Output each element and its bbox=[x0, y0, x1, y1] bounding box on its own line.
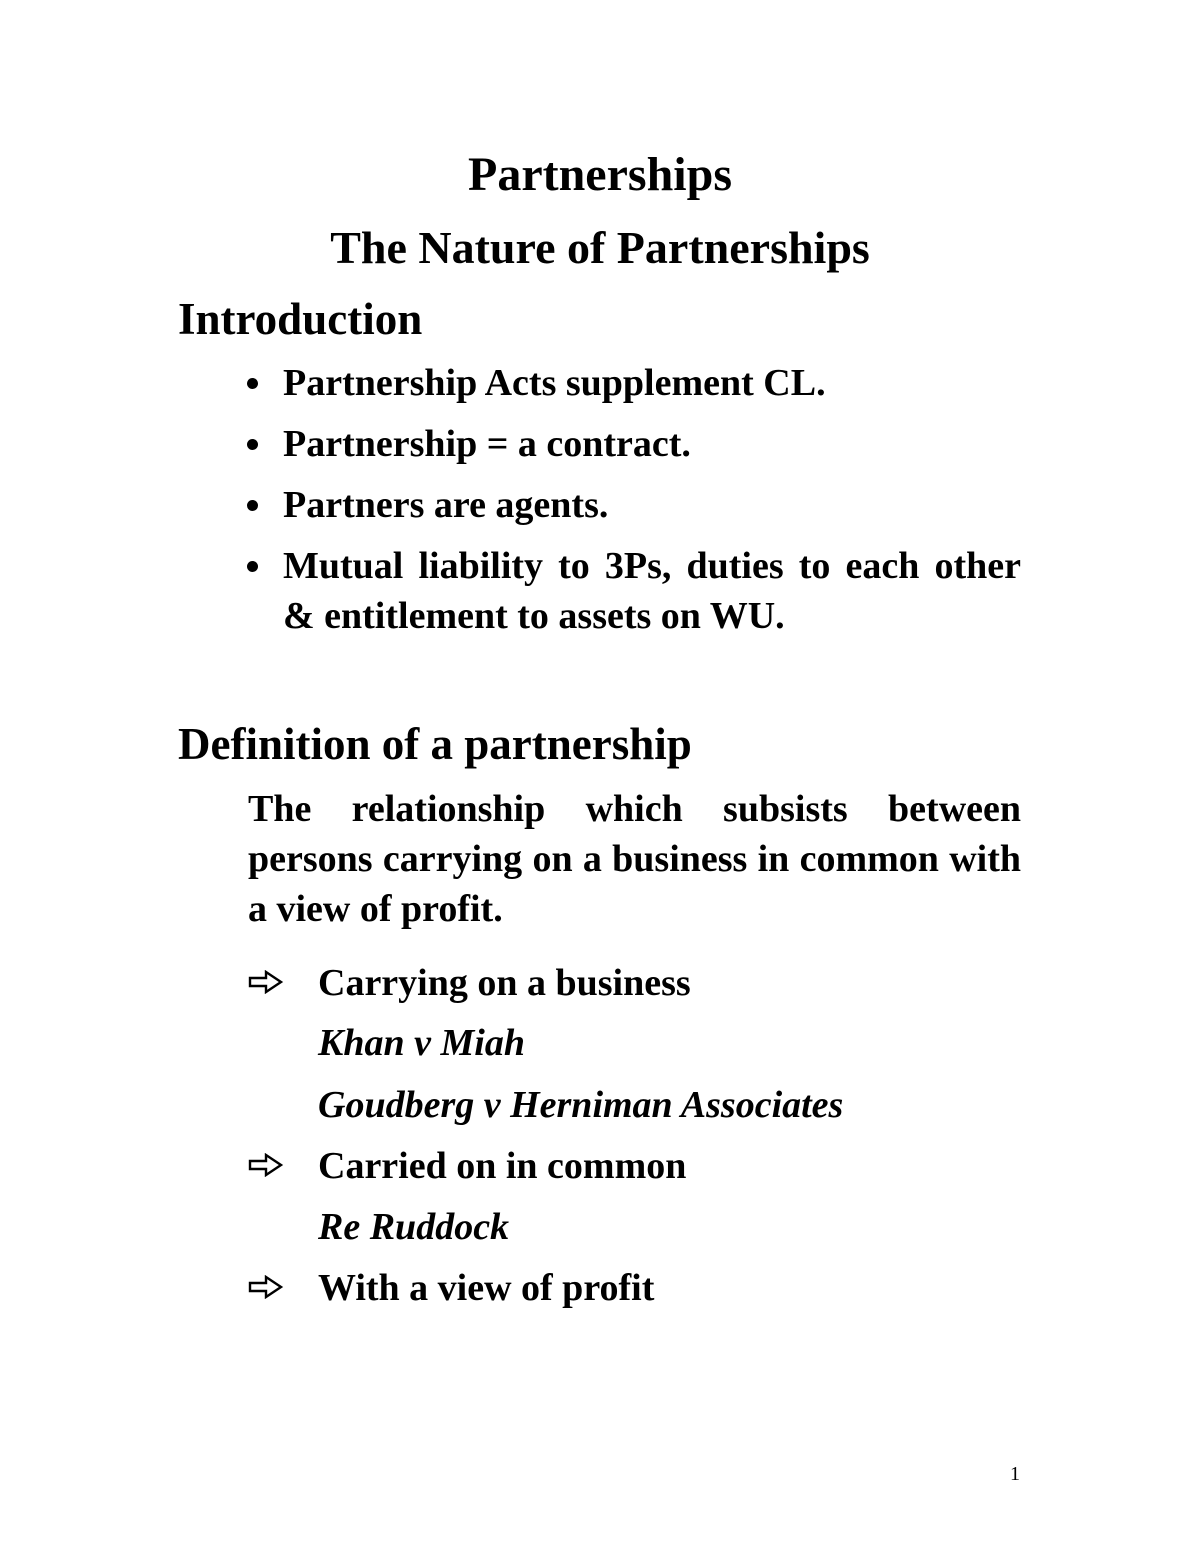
introduction-bullet-list bbox=[245, 358, 1021, 652]
element-label: Carried on in common bbox=[318, 1145, 687, 1187]
case-citation: Khan v Miah bbox=[318, 1022, 525, 1064]
definition-text: The relationship which subsists between persons carrying on a business in common with a view of profit. bbox=[248, 788, 1021, 930]
introduction-heading: Introduction bbox=[178, 294, 423, 344]
list-item-text: Partnership = a contract. bbox=[283, 423, 691, 465]
list-item-text: Mutual liability to 3Ps, duties to each other & entitlement to assets on WU. bbox=[283, 545, 1021, 637]
list-item bbox=[245, 419, 1021, 469]
element-label: Carrying on a business bbox=[318, 962, 691, 1004]
page-number: 1 bbox=[1010, 1463, 1020, 1485]
bullet-dot-icon bbox=[247, 439, 258, 450]
bullet-dot-icon bbox=[247, 378, 258, 389]
list-item bbox=[245, 480, 1021, 530]
bullet-dot-icon bbox=[247, 561, 258, 572]
list-item bbox=[245, 541, 1021, 641]
definition-heading: Definition of a partnership bbox=[178, 719, 692, 769]
case-citation: Re Ruddock bbox=[318, 1206, 510, 1248]
list-item-text: Partnership Acts supplement CL. bbox=[283, 362, 826, 404]
bullet-dot-icon bbox=[247, 500, 258, 511]
right-arrow-icon bbox=[248, 970, 284, 994]
right-arrow-icon bbox=[248, 1153, 284, 1177]
document-title: Partnerships bbox=[468, 148, 732, 201]
case-citation: Goudberg v Herniman Associates bbox=[318, 1084, 844, 1126]
list-item bbox=[245, 358, 1021, 408]
element-label: With a view of profit bbox=[318, 1267, 655, 1309]
document-subtitle: The Nature of Partnerships bbox=[330, 222, 870, 273]
right-arrow-icon bbox=[248, 1275, 284, 1299]
list-item-text: Partners are agents. bbox=[283, 484, 609, 526]
